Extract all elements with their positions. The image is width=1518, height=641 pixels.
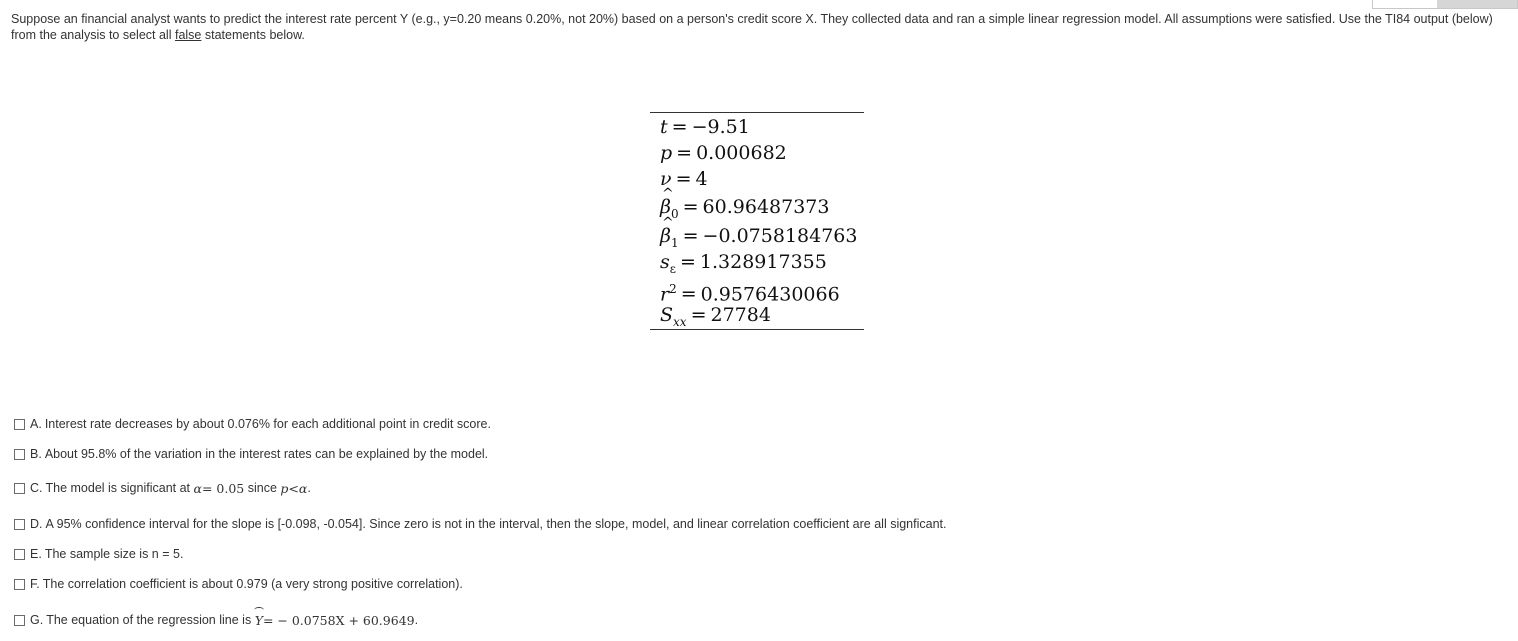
option-a-checkbox[interactable]: [14, 419, 25, 430]
option-f-checkbox[interactable]: [14, 579, 25, 590]
option-f[interactable]: F. The correlation coefficient is about 0.979 (a very strong positive correlation).: [14, 574, 463, 594]
false-emphasis: false: [174, 28, 202, 42]
option-g[interactable]: G. The equation of the regression line is Y = − 0.0758X + 60.9649 .: [14, 610, 418, 630]
top-right-control: [1372, 0, 1518, 9]
option-c[interactable]: C. The model is significant at α = 0.05 since p < α .: [14, 478, 311, 498]
p-value: p = 0.000682: [660, 142, 787, 164]
r-squared: $r^2 = 0.9576430066$: [660, 282, 840, 306]
option-d[interactable]: D. A 95% confidence interval for the slope is [-0.098, -0.054]. Since zero is not in the interval, then the slope, model, and linear correlation coefficient are all signficant.: [14, 514, 946, 534]
option-b[interactable]: B. About 95.8% of the variation in the interest rates can be explained by the model.: [14, 444, 488, 464]
option-e[interactable]: E. The sample size is n = 5.: [14, 544, 183, 564]
option-a[interactable]: A. Interest rate decreases by about 0.076% for each additional point in credit score.: [14, 414, 491, 434]
beta0-intercept: ^ $\beta_0 = 60.96487373$: [660, 196, 829, 225]
ti84-output-table: [650, 112, 864, 330]
standard-error: $s_\varepsilon = 1.328917355$: [660, 251, 827, 276]
degrees-of-freedom: ν = 4: [660, 168, 708, 190]
sxx: $S_{xx} = 27784$: [660, 304, 771, 329]
option-e-checkbox[interactable]: [14, 549, 25, 560]
option-d-checkbox[interactable]: [14, 519, 25, 530]
option-c-checkbox[interactable]: [14, 483, 25, 494]
option-b-checkbox[interactable]: [14, 449, 25, 460]
beta1-slope: ^ $\beta_1 = -0.0758184763$: [660, 225, 857, 254]
t-statistic: t = −9.51: [660, 116, 750, 138]
question-text: Suppose an financial analyst wants to predict the interest rate percent Y (e.g., y=0.20 means 0.20%, not 20%) based on a person's credit score X. They collected data and ran a simple linear regression model. All assumptions were satisfied. Use the TI84 output (below) from the analysis to select all false statements below.: [11, 12, 1493, 42]
option-g-checkbox[interactable]: [14, 615, 25, 626]
